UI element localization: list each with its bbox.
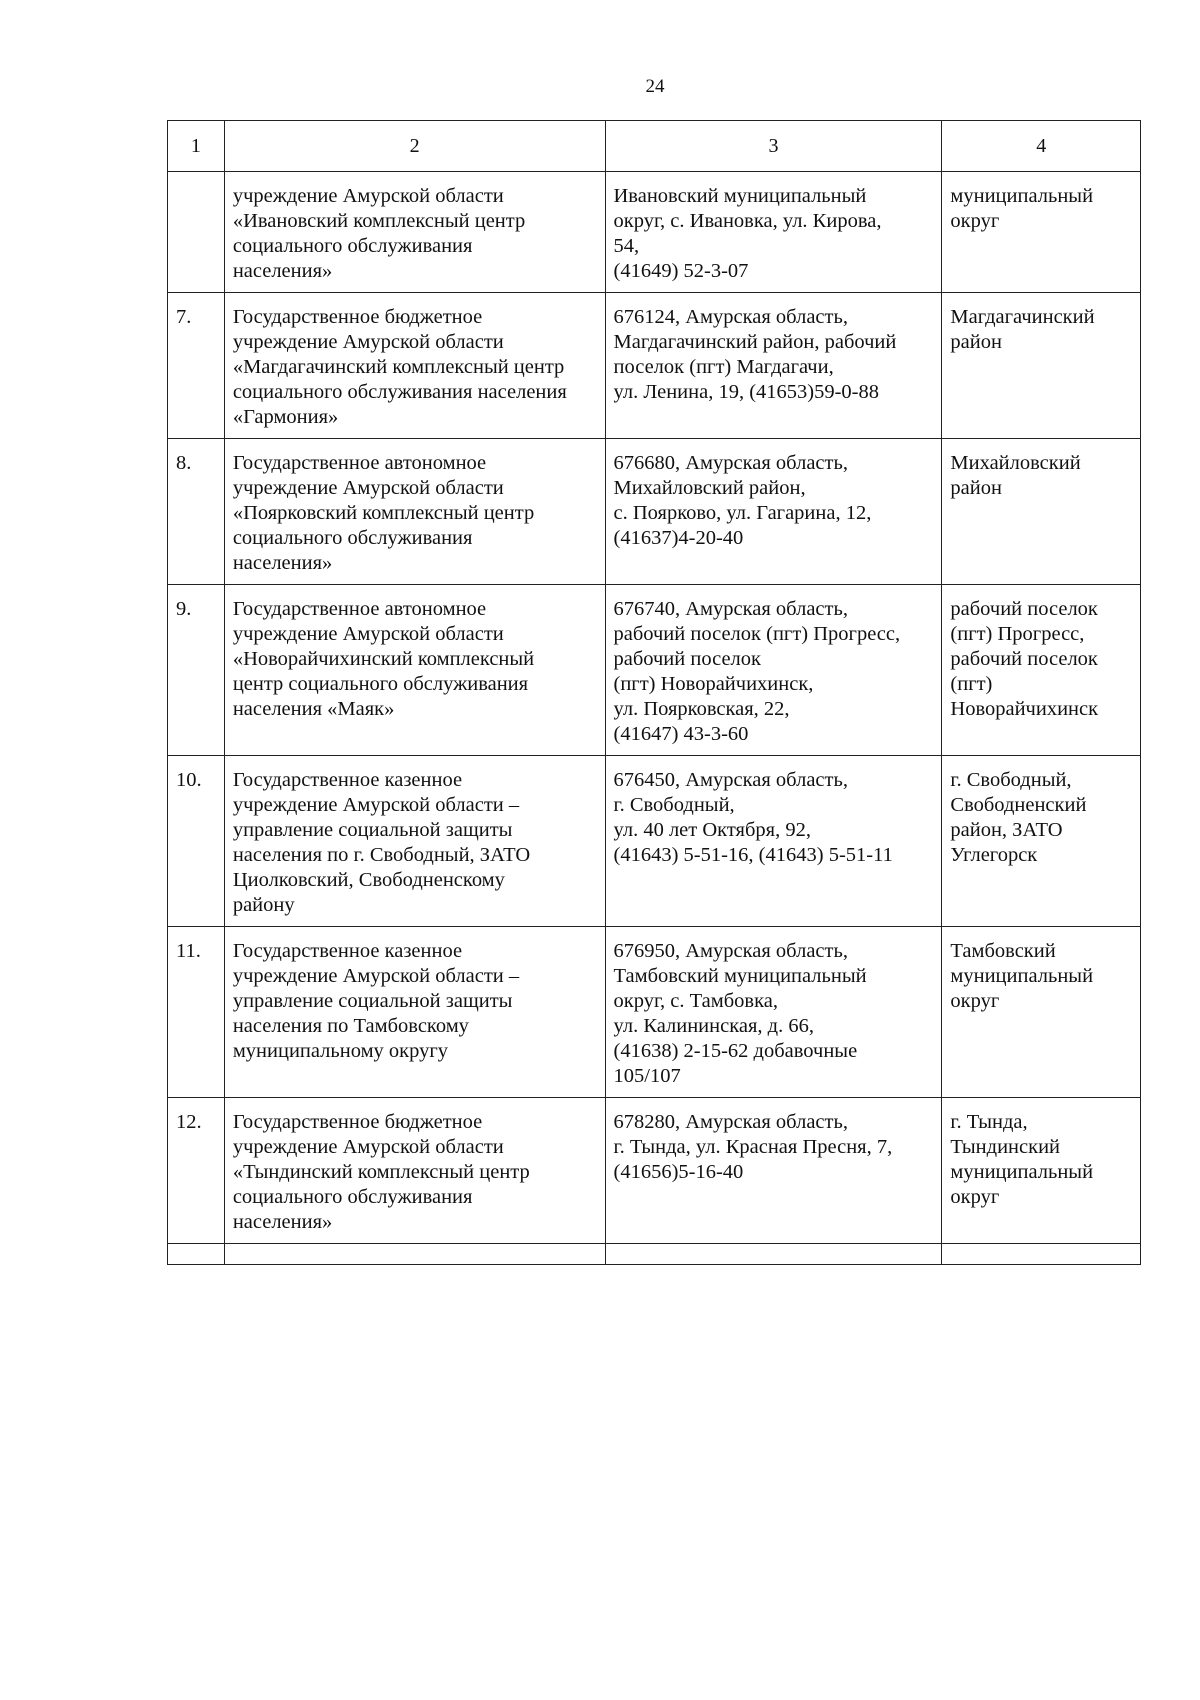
institution-name: Государственное бюджетное учреждение Амурской области «Тындинский комплексный центр социального обслуживания населения» [224, 1098, 605, 1244]
institution-address: 676950, Амурская область, Тамбовский муниципальный округ, с. Тамбовка, ул. Калининская, д. 66, (41638) 2-15-62 добавочные 105/107 [605, 927, 942, 1098]
row-number: 7. [168, 293, 225, 439]
institution-address: 676740, Амурская область, рабочий поселок (пгт) Прогресс, рабочий поселок (пгт) Новорайчихинск, ул. Поярковская, 22, (41647) 43-3-60 [605, 585, 942, 756]
service-area: г. Тында, Тындинский муниципальный округ [942, 1098, 1141, 1244]
institution-name: Государственное казенное учреждение Амурской области – управление социальной защиты населения по Тамбовскому муниципальному округу [224, 927, 605, 1098]
row-number: 8. [168, 439, 225, 585]
table-row [168, 1244, 1141, 1265]
service-area: г. Свободный, Свободненский район, ЗАТО Углегорск [942, 756, 1141, 927]
table-row [168, 1098, 1141, 1244]
row-number: 12. [168, 1098, 225, 1244]
table-header [168, 121, 1141, 172]
row-number: 10. [168, 756, 225, 927]
row-number: 11. [168, 927, 225, 1098]
table-row [168, 439, 1141, 585]
service-area: муниципальный округ [942, 172, 1141, 293]
header-col-2: 2 [224, 121, 605, 172]
table-row [168, 172, 1141, 293]
service-area: Магдагачинский район [942, 293, 1141, 439]
institution-name: Государственное автономное учреждение Амурской области «Новорайчихинский комплексный центр социального обслуживания населения «Маяк» [224, 585, 605, 756]
header-col-4: 4 [942, 121, 1141, 172]
institution-address: 676450, Амурская область, г. Свободный, ул. 40 лет Октября, 92, (41643) 5-51-16, (41643) 5-51-11 [605, 756, 942, 927]
institution-address [605, 1244, 942, 1265]
service-area: рабочий поселок (пгт) Прогресс, рабочий поселок (пгт) Новорайчихинск [942, 585, 1141, 756]
row-number [168, 172, 225, 293]
institutions-table [167, 120, 1141, 1265]
row-number: 9. [168, 585, 225, 756]
page-number: 24 [645, 76, 665, 97]
institution-address: 678280, Амурская область, г. Тында, ул. Красная Пресня, 7, (41656)5-16-40 [605, 1098, 942, 1244]
institution-name: Государственное бюджетное учреждение Амурской области «Магдагачинский комплексный центр социального обслуживания населения «Гармония» [224, 293, 605, 439]
table-row [168, 756, 1141, 927]
service-area: Тамбовский муниципальный округ [942, 927, 1141, 1098]
table-row [168, 293, 1141, 439]
table-row [168, 927, 1141, 1098]
institution-name: Государственное автономное учреждение Амурской области «Поярковский комплексный центр социального обслуживания населения» [224, 439, 605, 585]
table-body [168, 172, 1141, 1265]
row-number [168, 1244, 225, 1265]
institution-name: Государственное казенное учреждение Амурской области – управление социальной защиты населения по г. Свободный, ЗАТО Циолковский, Свободненскому району [224, 756, 605, 927]
institution-address: 676680, Амурская область, Михайловский район, с. Поярково, ул. Гагарина, 12, (41637)4-20-40 [605, 439, 942, 585]
institution-address: 676124, Амурская область, Магдагачинский район, рабочий поселок (пгт) Магдагачи, ул. Ленина, 19, (41653)59-0-88 [605, 293, 942, 439]
header-row [168, 121, 1141, 172]
institution-name [224, 1244, 605, 1265]
institution-name: учреждение Амурской области «Ивановский комплексный центр социального обслуживания населения» [224, 172, 605, 293]
header-col-1: 1 [168, 121, 225, 172]
table-row [168, 585, 1141, 756]
service-area: Михайловский район [942, 439, 1141, 585]
institution-address: Ивановский муниципальный округ, с. Ивановка, ул. Кирова, 54, (41649) 52-3-07 [605, 172, 942, 293]
header-col-3: 3 [605, 121, 942, 172]
service-area [942, 1244, 1141, 1265]
